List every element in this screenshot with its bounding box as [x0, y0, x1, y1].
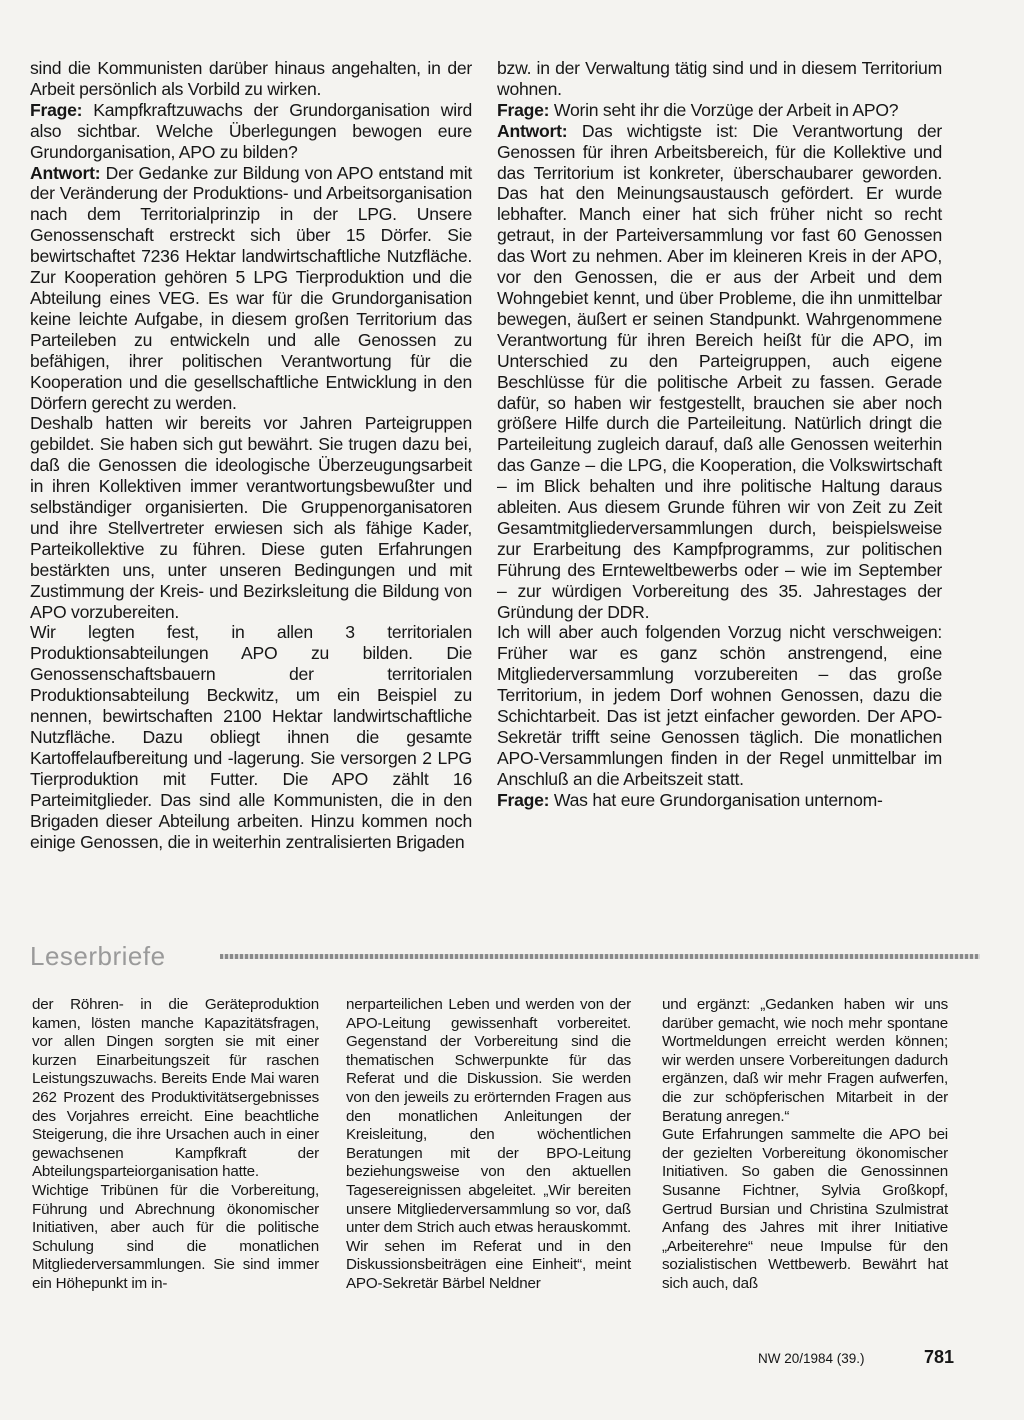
antwort-label: Antwort:: [497, 120, 568, 141]
letters-column-3: [662, 996, 948, 1294]
section-rubric: [30, 941, 950, 971]
paragraph: Wir legten fest, in allen 3 territorialen Produktionsabteilungen APO zu bilden. Die Genossenschaftsbauern der territorialen Produktionsabteilung Beckwitz, um ein Beispiel zu nennen, bewirtschaften 2100 Hektar landwirtschaftliche Nutzfläche. Dazu obliegt ihnen die gesamte Kartoffelaufbereitung und -lagerung. Sie versorgen 2 LPG Tierproduktion mit Futter. Die APO zählt 16 Parteimitglieder. Das sind alle Kommunisten, die in den Brigaden dieser Abteilung arbeiten. Hinzu kommen noch einige Genossen, die in weiterhin zentralisierten Brigaden: [30, 622, 472, 852]
paragraph: bzw. in der Verwaltung tätig sind und in diesem Territorium wohnen.: [497, 58, 942, 99]
frage-label: Frage:: [497, 789, 550, 810]
paragraph: Deshalb hatten wir bereits vor Jahren Parteigruppen gebildet. Sie haben sich gut bewährt. Sie trugen dazu bei, daß die Genossen die ideologische Überzeugungsarbeit in ihren Kollektiven immer verantwortungsbewußter und selbständiger organisierten. Die Gruppenorganisatoren und ihre Stellvertreter erwiesen sich als fähige Kader, Parteikollektive zu führen. Diese guten Erfahrungen bestärkten uns, unter unseren Bedingungen und mit Zustimmung der Kreis- und Bezirksleitung die Bildung von APO vorzubereiten.: [30, 413, 472, 622]
paragraph: Ich will aber auch folgenden Vorzug nicht verschweigen: Früher war es ganz schön anstrengend, eine Mitgliederversammlung vorzubereiten – das große Territorium, in jedem Dorf wohnen Genossen, dazu die Schichtarbeit. Das ist jetzt einfacher geworden. Der APO-Sekretär trifft seine Genossen täglich. Die monatlichen APO-Versammlungen finden in der Regel unmittelbar im Anschluß an die Arbeitszeit statt.: [497, 622, 942, 789]
answer-paragraph: Antwort: Das wichtigste ist: Die Verantwortung der Genossen für ihren Arbeitsbereich, für die Kollektive und das Territorium ist konkreter, überschaubarer geworden. Das hat den Meinungsaustausch gefördert. Er wurde lebhafter. Manch einer hat sich früher nicht so recht getraut, in der Parteiversammlung vor fast 60 Genossen das Wort zu nehmen. Aber im kleineren Kreis in der APO, vor den Genossen, die er aus der Arbeit und dem Wohngebiet kennt, und über Probleme, die ihn unmittelbar bewegen, äußert er seinen Standpunkt. Wahrgenommene Verantwortung für ihren Bereich heißt für die APO, im Unterschied zu den Parteigruppen, auch eigene Beschlüsse für die politische Arbeit zu fassen. Gerade dafür, so haben wir festgestellt, brauchen sie aber noch größere Hilfe durch die Parteileitung. Natürlich dringt die Parteileitung zugleich darauf, daß alle Genossen weiterhin das Ganze – die LPG, die Kooperation, die Volkswirtschaft – im Blick behalten und ihre politische Haltung daraus ableiten. Aus diesem Grunde führen wir von Zeit zu Zeit Gesamtmitgliederversammlungen durch, beispielsweise zur Erarbeitung des Kampfprogramms, zur politischen Führung des Ernteweltbewerbs oder – wie im September – zur würdigen Vorbereitung des 35. Jahrestages der Gründung der DDR.: [497, 120, 942, 622]
letters-column-1: [32, 996, 319, 1294]
frage-label: Frage:: [30, 99, 83, 120]
paragraph: Gute Erfahrungen sammelte die APO bei der gezielten Vorbereitung ökonomischer Initiativen. So gaben die Genossinnen Susanne Fichtner, Sylvia Großkopf, Gertrud Bursian und Christina Szulmistrat Anfang des Jahres mit ihrer Initiative „Arbeiterehre“ neue Impulse für den sozialistischen Wettbewerb. Bewährt hat sich auch, daß: [662, 1126, 948, 1292]
paragraph: der Röhren- in die Geräteproduktion kamen, lösten manche Kapazitätsfragen, vor allen Dingen sorgten sie mit einer kurzen Einarbeitungszeit für raschen Leistungszuwachs. Bereits Ende Mai waren 262 Prozent des Produktivitätsergebnisses des Vorjahres erreicht. Eine beachtliche Steigerung, die ihre Ursachen auch in einer gewachsenen Kampfkraft der Abteilungsparteiorganisation hatte.: [32, 996, 319, 1181]
paragraph: sind die Kommunisten darüber hinaus angehalten, in der Arbeit persönlich als Vorbild zu wirken.: [30, 58, 472, 99]
paragraph: nerparteilichen Leben und werden von der APO-Leitung gewissenhaft vorbereitet. Gegenstand der Vorbereitung sind die thematischen Schwerpunkte für das Referat und die Diskussion. Sie werden von den jeweils zu erörternden Fragen aus den monatlichen Anleitungen der Kreisleitung, den wöchentlichen Beratungen mit der BPO-Leitung beziehungsweise von den aktuellen Tagesereignissen abgeleitet. „Wir bereiten unsere Mitgliederversammlung so vor, daß unter dem Strich auch etwas herauskommt. Wir sehen im Referat und in den Diskussionsbeiträgen eine Einheit“, meint APO-Sekretär Bärbel Neldner: [346, 996, 631, 1292]
letters-column-2: [346, 996, 631, 1294]
answer-paragraph: Antwort: Der Gedanke zur Bildung von APO entstand mit der Veränderung der Produktions- und Arbeitsorganisation nach dem Territorialprinzip in der LPG. Unsere Genossenschaft erstreckt sich über 15 Dörfer. Sie bewirtschaftet 7236 Hektar landwirtschaftliche Nutzfläche. Zur Kooperation gehören 5 LPG Tierproduktion und die Abteilung eines VEG. Es war für die Grundorganisation keine leichte Aufgabe, in diesem großen Territorium das Parteileben zu entwickeln und alle Genossen zu befähigen, ihrer politischen Verantwortung für die Kooperation und die gesellschaftliche Entwicklung in den Dörfern gerecht zu werden.: [30, 162, 472, 413]
section-title: Leserbriefe: [30, 941, 166, 971]
issue-footer: NW 20/1984 (39.): [758, 1351, 865, 1366]
rubric-rule-divider: [220, 954, 980, 959]
article-column-right: [497, 58, 942, 811]
paragraph: und ergänzt: „Gedanken haben wir uns darüber gemacht, wie noch mehr spontane Wortmeldungen erreicht werden können; wir werden unsere Vorbereitungen dadurch ergänzen, daß wir mehr Fragen aufwerfen, die zur schöpferischen Mitarbeit in der Beratung anregen.“: [662, 996, 948, 1125]
frage-label: Frage:: [497, 99, 550, 120]
article-column-left: [30, 58, 472, 852]
question-paragraph: Frage: Worin seht ihr die Vorzüge der Arbeit in APO?: [497, 99, 899, 120]
antwort-label: Antwort:: [30, 162, 101, 183]
question-paragraph: Frage: Was hat eure Grundorganisation unternom-: [497, 789, 883, 810]
page-number: 781: [924, 1347, 955, 1367]
question-paragraph: Frage: Kampfkraftzuwachs der Grundorganisation wird also sichtbar. Welche Überlegungen bewogen eure Grundorganisation, APO zu bilden?: [30, 99, 472, 162]
paragraph: Wichtige Tribünen für die Vorbereitung, Führung und Abrechnung ökonomischer Initiativen, aber auch für die politische Schulung sind die monatlichen Mitgliederversammlungen. Sie sind immer ein Höhepunkt im in-: [32, 1181, 319, 1292]
